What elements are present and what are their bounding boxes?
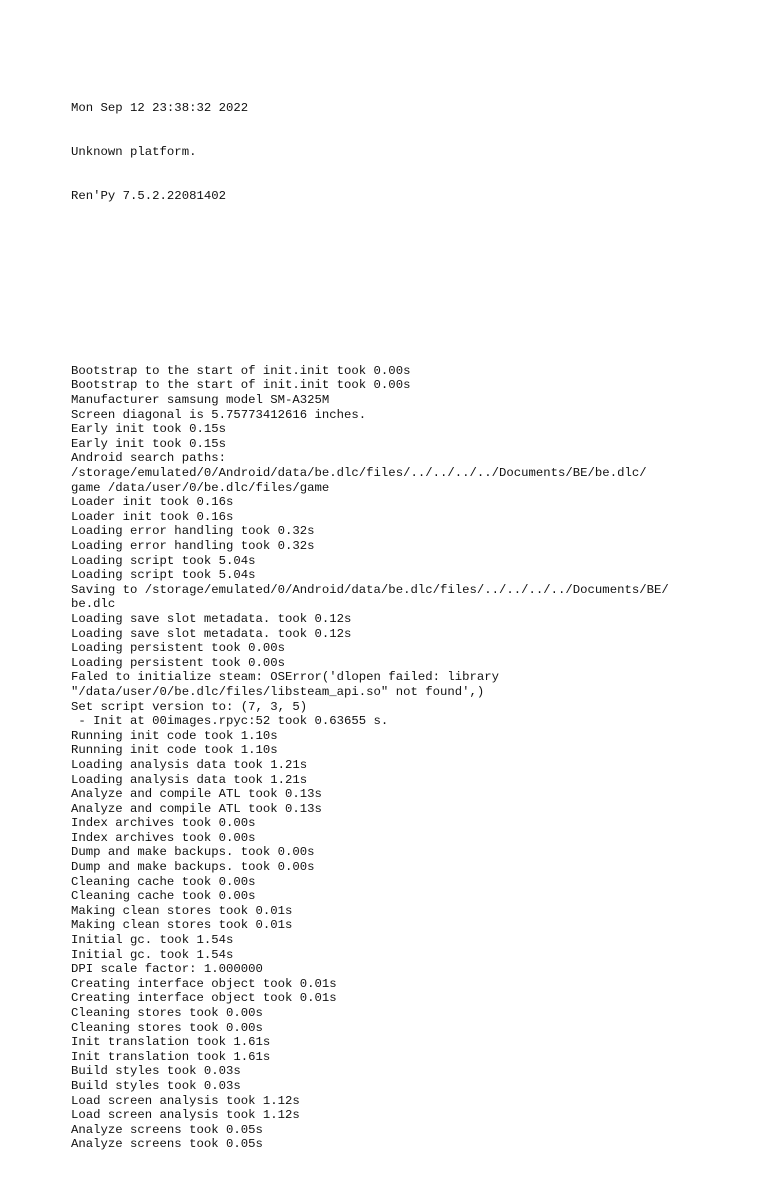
log-line: Init translation took 1.61s	[71, 1049, 271, 1064]
log-line: Initial gc. took 1.54s	[71, 947, 234, 962]
log-lines	[71, 364, 731, 1152]
log-line: Index archives took 0.00s	[71, 830, 256, 845]
log-line: Analyze and compile ATL took 0.13s	[71, 801, 322, 816]
log-line: Cleaning cache took 0.00s	[71, 889, 256, 904]
log-line: Index archives took 0.00s	[71, 816, 256, 831]
log-line: Loading persistent took 0.00s	[71, 641, 286, 656]
log-line: Dump and make backups. took 0.00s	[71, 860, 315, 875]
log-line: Analyze screens took 0.05s	[71, 1137, 263, 1152]
log-line: Initial gc. took 1.54s	[71, 933, 234, 948]
log-line: Bootstrap to the start of init.init took 0.00s	[71, 363, 411, 378]
log-line: Build styles took 0.03s	[71, 1078, 241, 1093]
log-line: DPI scale factor: 1.000000	[71, 962, 263, 977]
log-line: Screen diagonal is 5.75773412616 inches.	[71, 407, 367, 422]
log-line: Android search paths:	[71, 451, 226, 466]
log-platform-line: Unknown platform.	[71, 144, 197, 159]
log-line: Loading save slot metadata. took 0.12s	[71, 626, 352, 641]
log-line: Analyze screens took 0.05s	[71, 1122, 263, 1137]
log-line: Loader init took 0.16s	[71, 495, 234, 510]
log-blank-line	[71, 320, 731, 335]
log-line: "/data/user/0/be.dlc/files/libsteam_api.so" not found',)	[71, 684, 485, 699]
log-line: Saving to /storage/emulated/0/Android/data/be.dlc/files/../../../../Documents/BE/	[71, 582, 669, 597]
log-line: Loading error handling took 0.32s	[71, 539, 315, 553]
log-line: Creating interface object took 0.01s	[71, 976, 337, 991]
log-line: - Init at 00images.rpyc:52 took 0.63655 s.	[71, 714, 389, 729]
log-line: Cleaning cache took 0.00s	[71, 874, 256, 889]
log-line: Creating interface object took 0.01s	[71, 991, 337, 1006]
log-line: Bootstrap to the start of init.init took 0.00s	[71, 378, 411, 393]
log-line: Loading persistent took 0.00s	[71, 655, 286, 670]
log-line: Loading script took 5.04s	[71, 568, 256, 583]
log-blank-line	[71, 233, 731, 248]
log-line: Init translation took 1.61s	[71, 1035, 271, 1050]
log-line: Running init code took 1.10s	[71, 743, 278, 758]
log-line: Loading error handling took 0.32s	[71, 524, 315, 539]
log-line: be.dlc	[71, 597, 116, 612]
log-line: /storage/emulated/0/Android/data/be.dlc/files/../../../../Documents/BE/be.dlc/	[71, 466, 647, 481]
log-line: Early init took 0.15s	[71, 422, 226, 437]
log-line: Dump and make backups. took 0.00s	[71, 845, 315, 860]
log-line: Set script version to: (7, 3, 5)	[71, 699, 308, 714]
log-line: Loading analysis data took 1.21s	[71, 757, 308, 772]
log-line: Faled to initialize steam: OSError('dlopen failed: library	[71, 670, 500, 685]
log-line: Cleaning stores took 0.00s	[71, 1006, 263, 1020]
log-line: Making clean stores took 0.01s	[71, 903, 293, 918]
log-date-line: Mon Sep 12 23:38:32 2022	[71, 101, 249, 116]
log-line: Build styles took 0.03s	[71, 1064, 241, 1079]
log-line: Loading script took 5.04s	[71, 553, 256, 568]
log-line: Analyze and compile ATL took 0.13s	[71, 787, 322, 802]
log-line: Manufacturer samsung model SM-A325M	[71, 393, 330, 408]
log-line: Running init code took 1.10s	[71, 728, 278, 743]
log-line: Early init took 0.15s	[71, 436, 226, 451]
log-line: Loading save slot metadata. took 0.12s	[71, 611, 352, 626]
log-version-line: Ren'Py 7.5.2.22081402	[71, 188, 226, 203]
log-line: Load screen analysis took 1.12s	[71, 1108, 300, 1123]
log-line: Loader init took 0.16s	[71, 509, 234, 524]
log-line: game /data/user/0/be.dlc/files/game	[71, 480, 330, 495]
log-blank-line	[71, 276, 731, 291]
log-line: Making clean stores took 0.01s	[71, 918, 293, 933]
log-text-block	[71, 72, 731, 1181]
log-line: Cleaning stores took 0.00s	[71, 1020, 263, 1035]
log-line: Loading analysis data took 1.21s	[71, 772, 308, 787]
log-line: Load screen analysis took 1.12s	[71, 1093, 300, 1108]
